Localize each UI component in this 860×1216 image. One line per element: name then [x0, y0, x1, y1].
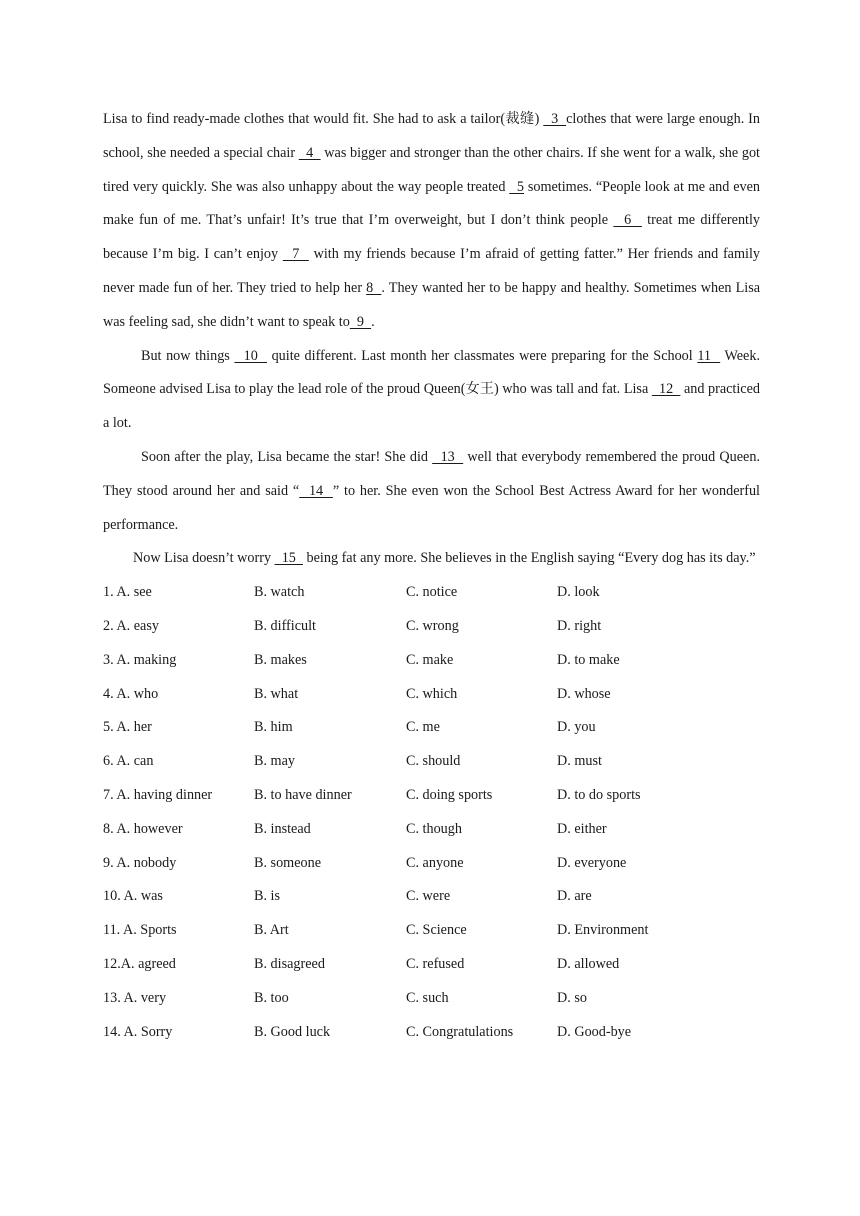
- question-option-a: 5. A. her: [103, 719, 152, 736]
- question-option-b: B. may: [254, 753, 295, 770]
- answer-blank: 5: [509, 178, 524, 195]
- question-option-c: C. refused: [406, 955, 465, 972]
- paragraph-1: [103, 103, 760, 340]
- question-option-a: 8. A. however: [103, 820, 183, 837]
- question-option-c: C. were: [406, 888, 451, 905]
- answer-blank: 3: [543, 111, 567, 127]
- passage-text: Lisa to find ready-made clothes that would fit. She had to ask a tailor(裁缝): [103, 111, 544, 127]
- passage-text: was bigger and stronger than the other chairs. If she went for a walk, she got tired very quickly. She was also unhappy about the way people treated: [103, 144, 761, 195]
- question-row: [103, 678, 760, 712]
- question-option-c: C. though: [406, 820, 462, 837]
- question-option-b: B. too: [254, 989, 289, 1006]
- question-option-c: C. me: [406, 719, 440, 736]
- question-row: [103, 914, 760, 948]
- question-option-d: D. everyone: [557, 854, 627, 871]
- answer-blank: 12: [651, 381, 681, 398]
- question-option-a: 10. A. was: [103, 888, 163, 905]
- question-option-b: B. instead: [254, 820, 311, 837]
- question-option-d: D. look: [557, 584, 600, 601]
- answer-options: [103, 576, 760, 1049]
- question-option-a: 13. A. very: [103, 989, 167, 1006]
- question-option-c: C. Science: [406, 922, 467, 939]
- passage-text: well that everybody remembered the proud Queen. They stood around her and said “: [103, 448, 761, 499]
- question-option-d: D. Environment: [557, 922, 649, 939]
- question-row: [103, 880, 760, 914]
- question-option-b: B. is: [254, 888, 281, 905]
- question-row: [103, 847, 760, 881]
- question-option-a: 14. A. Sorry: [103, 1023, 173, 1040]
- question-option-d: D. right: [557, 617, 602, 634]
- question-option-a: 9. A. nobody: [103, 854, 177, 871]
- answer-blank: 15: [274, 550, 303, 567]
- question-option-d: D. whose: [557, 685, 611, 702]
- question-row: [103, 948, 760, 982]
- question-option-b: B. someone: [254, 854, 321, 871]
- question-row: [103, 1016, 760, 1050]
- paragraph-4: [103, 542, 760, 576]
- question-option-c: C. notice: [406, 584, 458, 601]
- question-option-a: 6. A. can: [103, 753, 154, 770]
- question-option-c: C. doing sports: [406, 786, 493, 803]
- question-row: [103, 576, 760, 610]
- question-option-b: B. watch: [254, 584, 305, 601]
- paragraph-3: [103, 441, 760, 542]
- question-option-c: C. which: [406, 685, 458, 702]
- answer-blank: 7: [282, 246, 309, 263]
- answer-blank: 11: [697, 347, 721, 364]
- question-option-b: B. makes: [254, 651, 307, 668]
- question-option-c: C. anyone: [406, 854, 464, 871]
- passage-text: Soon after the play, Lisa became the star! She did: [141, 448, 433, 465]
- question-row: [103, 644, 760, 678]
- question-option-d: D. so: [557, 989, 587, 1006]
- question-option-c: C. should: [406, 753, 461, 770]
- question-option-a: 7. A. having dinner: [103, 786, 213, 803]
- passage-text: treat me differently because I’m big. I can’t enjoy: [103, 212, 761, 263]
- question-option-a: 11. A. Sports: [103, 922, 177, 939]
- answer-blank: 9: [349, 313, 372, 330]
- question-option-d: D. Good-bye: [557, 1023, 632, 1040]
- question-option-b: B. difficult: [254, 617, 317, 634]
- question-row: [103, 982, 760, 1016]
- answer-blank: 6: [613, 212, 642, 229]
- passage-text: and practiced a lot.: [103, 381, 760, 432]
- passage-text: But now things: [141, 347, 235, 364]
- question-option-b: B. him: [254, 719, 293, 736]
- passage-text: . They wanted her to be happy and healthy. Sometimes when Lisa was feeling sad, she didn’t want to speak to: [103, 279, 761, 330]
- question-option-c: C. Congratulations: [406, 1023, 514, 1040]
- question-option-c: C. make: [406, 651, 454, 668]
- question-option-b: B. what: [254, 685, 299, 702]
- document-page: [103, 103, 760, 1049]
- passage-text: Now Lisa doesn’t worry: [133, 550, 275, 567]
- answer-blank: 4: [298, 144, 321, 161]
- question-row: [103, 610, 760, 644]
- question-row: [103, 745, 760, 779]
- question-option-d: D. either: [557, 820, 607, 837]
- question-option-b: B. disagreed: [254, 955, 325, 972]
- passage-text: Week. Someone advised Lisa to play the lead role of the proud Queen(女王) who was tall and fat. Lisa: [103, 347, 760, 398]
- passage-text: clothes that were large enough. In school, she needed a special chair: [103, 111, 760, 161]
- question-option-b: B. Art: [254, 922, 289, 939]
- question-option-a: 2. A. easy: [103, 617, 159, 634]
- answer-blank: 8: [366, 279, 382, 296]
- question-option-d: D. must: [557, 753, 602, 770]
- question-option-a: 4. A. who: [103, 685, 159, 702]
- question-option-a: 3. A. making: [103, 651, 177, 668]
- question-option-a: 12.A. agreed: [103, 955, 176, 972]
- question-option-c: C. wrong: [406, 617, 459, 634]
- question-row: [103, 813, 760, 847]
- question-option-d: D. you: [557, 719, 596, 736]
- question-option-b: B. to have dinner: [254, 786, 352, 803]
- answer-blank: 13: [432, 448, 464, 465]
- question-row: [103, 711, 760, 745]
- passage-text: being fat any more. She believes in the English saying “Every dog has its day.”: [302, 550, 756, 567]
- question-option-d: D. to make: [557, 651, 620, 668]
- passage-text: .: [371, 313, 375, 330]
- question-option-a: 1. A. see: [103, 584, 152, 601]
- question-option-d: D. allowed: [557, 955, 620, 972]
- answer-blank: 10: [234, 347, 267, 364]
- question-option-c: C. such: [406, 989, 449, 1006]
- passage-text: sometimes. “People look at me and even make fun of me. That’s unfair! It’s true that I’m overweight, but I don’t think people: [103, 178, 760, 229]
- question-option-d: D. to do sports: [557, 786, 641, 803]
- passage-text: with my friends because I’m afraid of getting fatter.” Her friends and family never made fun of her. They tried to help her: [103, 246, 760, 296]
- answer-blank: 14: [299, 482, 333, 499]
- question-option-b: B. Good luck: [254, 1023, 331, 1040]
- question-option-d: D. are: [557, 888, 592, 905]
- passage-text: ” to her. She even won the School Best Actress Award for her wonderful performance.: [103, 482, 760, 533]
- passage-text: quite different. Last month her classmates were preparing for the School: [266, 347, 698, 364]
- question-row: [103, 779, 760, 813]
- paragraph-2: [103, 340, 760, 441]
